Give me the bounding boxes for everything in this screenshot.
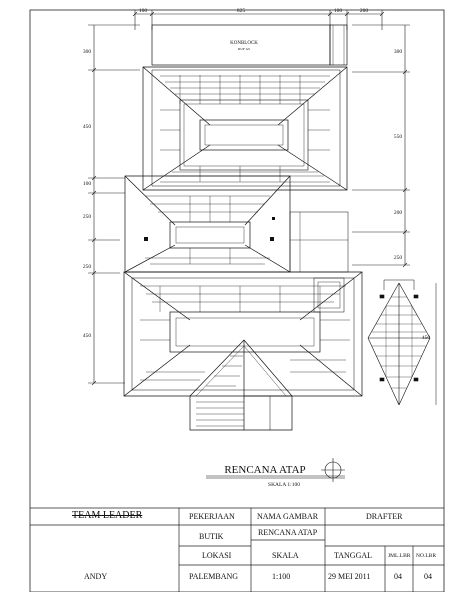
lower-hip-roof [124,272,362,396]
dim-left-4: 250 [82,214,92,220]
dim-top-3: 100 [333,8,343,14]
front-gable [190,340,292,430]
dim-left-5: 250 [82,264,92,270]
dim-right-4: 250 [393,255,403,261]
gable-section-detail [368,280,436,405]
lokasi-label: LOKASI [202,551,232,560]
middle-roof-posts [144,217,275,241]
dim-left-6: 450 [82,333,92,339]
no-lbr-value: 04 [424,572,432,581]
tanggal-value: 29 MEI 2011 [328,572,371,581]
konblock-label: KONBLOCK [230,41,258,46]
pekerjaan-label: PEKERJAAN [189,512,235,521]
nama-gambar-value: RENCANA ATAP [258,528,318,537]
team-leader-value: ANDY [84,572,108,581]
dim-left-2: 450 [82,124,92,130]
lokasi-value: PALEMBANG [189,572,239,581]
tanggal-label: TANGGAL [334,551,373,560]
sheet-frame [30,10,444,592]
skala-value: 1:100 [272,572,291,581]
top-dimension-line [133,10,384,30]
dim-right-5: 450 [421,335,431,341]
no-lbr-label: NO.LBR [416,553,437,559]
jml-lbr-label: JML.LBR [388,553,411,559]
middle-roof [125,176,348,272]
dim-left-1: 300 [82,49,92,55]
drafter-label: DRAFTER [366,512,403,521]
jml-lbr-value: 04 [394,572,402,581]
plan-scale: SKALA 1:100 [268,482,300,488]
nama-gambar-label: NAMA GAMBAR [257,512,319,521]
dim-top-4: 200 [359,8,369,14]
dim-top-2: 825 [236,8,246,14]
dim-right-3: 200 [393,210,403,216]
pekerjaan-value: BUTIK [199,532,224,541]
skala-label: SKALA [272,551,299,560]
dim-right-2: 550 [393,134,403,140]
right-dimension-line [352,25,410,267]
dim-left-3: 100 [82,181,92,187]
dim-right-1: 300 [393,49,403,55]
plan-title: RENCANA ATAP [224,464,306,476]
team-leader-label: TEAM LEADER [72,510,143,521]
konblock-sublabel: RUF AS [238,47,250,51]
dim-top-1: 100 [138,8,148,14]
